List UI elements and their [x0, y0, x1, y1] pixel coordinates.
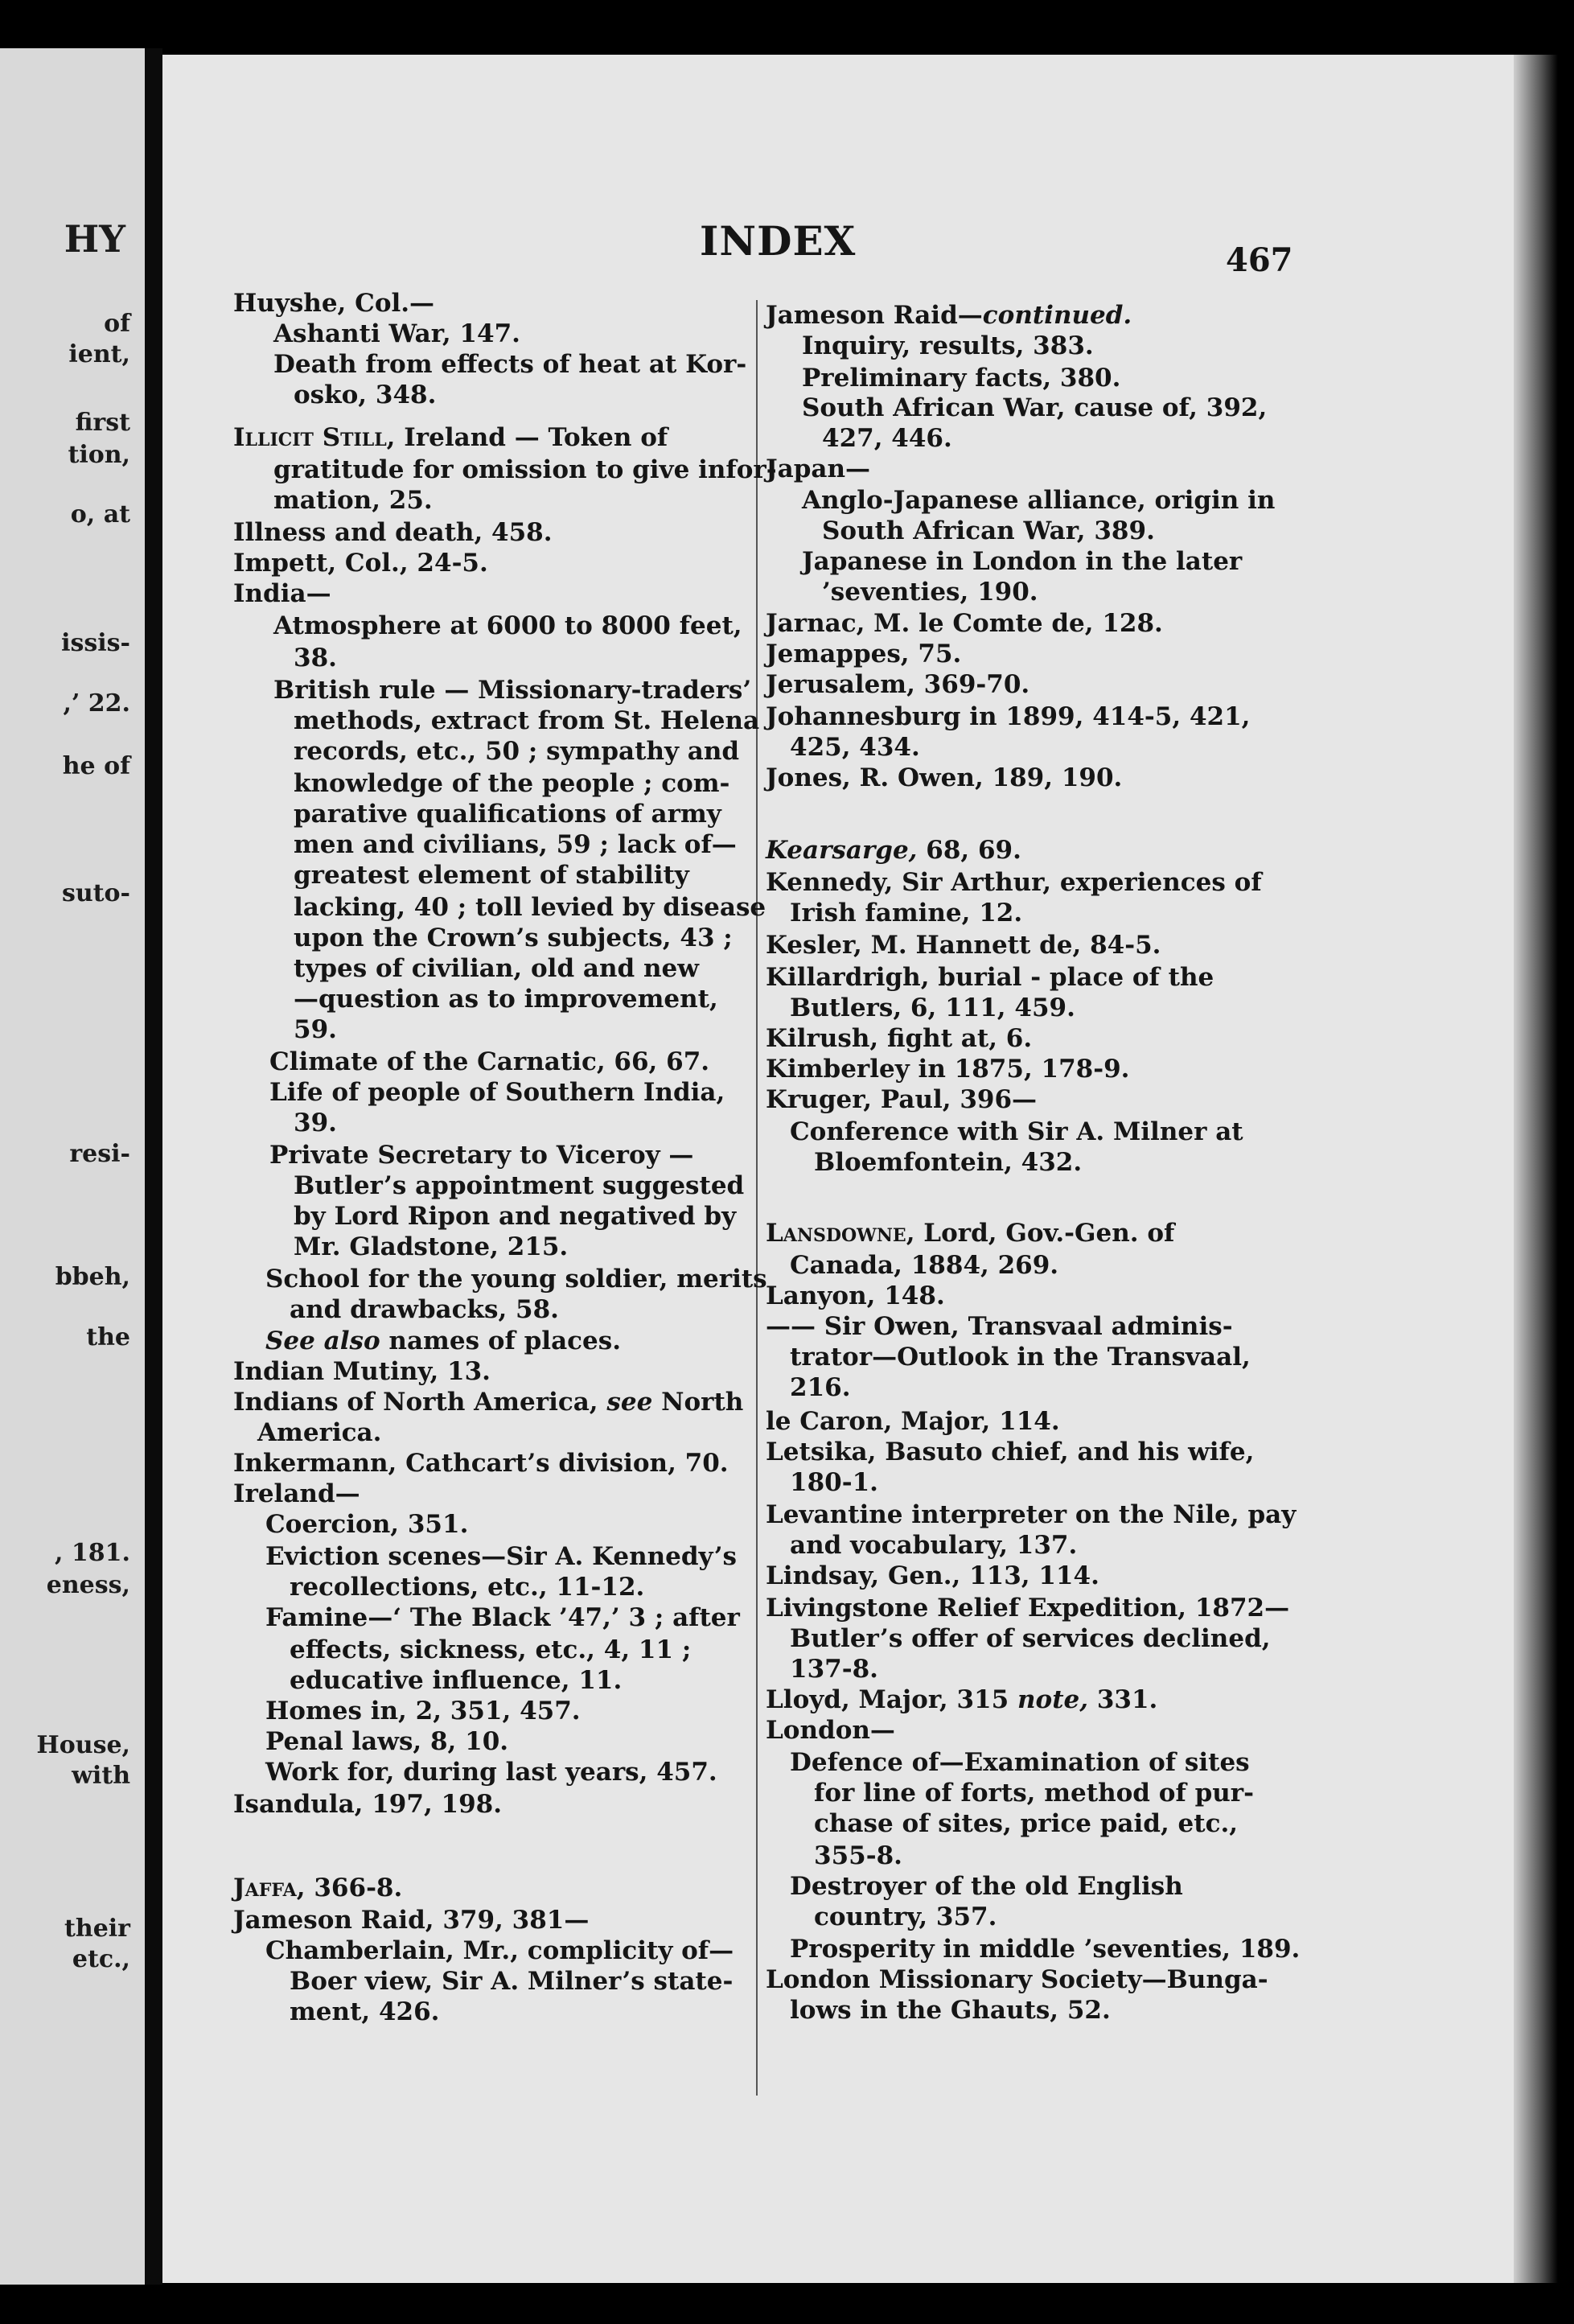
left-page-fragment: eness, [46, 1571, 130, 1599]
index-line: British rule — Missionary-traders’ [273, 676, 752, 705]
index-line: Lloyd, Major, 315 note, 331. [766, 1685, 1158, 1714]
index-line: London— [766, 1716, 895, 1745]
left-page-fragment: issis- [61, 629, 130, 657]
index-line: chase of sites, price paid, etc., [814, 1809, 1239, 1838]
index-line: Kearsarge, 68, 69. [766, 836, 1021, 865]
index-line: lows in the Ghauts, 52. [790, 1996, 1111, 2025]
index-line: —— Sir Owen, Transvaal adminis- [766, 1312, 1233, 1341]
left-page-fragment: ient, [68, 340, 130, 368]
index-headword: Lansdowne, [766, 1219, 915, 1248]
index-line: Huyshe, Col.— [233, 289, 435, 318]
index-line: greatest element of stability [294, 861, 689, 890]
index-line: Death from effects of heat at Kor- [273, 350, 747, 379]
index-line: Penal laws, 8, 10. [265, 1727, 509, 1756]
column-divider [756, 300, 758, 2096]
index-line: Jaffa, 366-8. [233, 1874, 403, 1902]
index-line: recollections, etc., 11-12. [290, 1573, 645, 1602]
index-line: Private Secretary to Viceroy — [269, 1141, 694, 1170]
index-line: Jameson Raid—continued. [766, 301, 1132, 330]
index-line: Johannesburg in 1899, 414-5, 421, [766, 702, 1251, 731]
index-line: educative influence, 11. [290, 1666, 623, 1695]
index-page [162, 55, 1514, 2283]
index-line: Homes in, 2, 351, 457. [265, 1697, 581, 1726]
index-line: Jerusalem, 369-70. [766, 670, 1030, 699]
index-line: ment, 426. [290, 1997, 440, 2026]
index-line: Coercion, 351. [265, 1510, 469, 1539]
index-line: 216. [790, 1373, 851, 1402]
index-line: Inkermann, Cathcart’s division, 70. [233, 1449, 729, 1478]
left-page-fragment: bbeh, [55, 1263, 130, 1291]
index-line: trator—Outlook in the Transvaal, [790, 1343, 1251, 1372]
left-page-fragment: HY [64, 217, 125, 261]
index-line: gratitude for omission to give infor- [273, 455, 777, 484]
index-line: osko, 348. [294, 380, 437, 409]
index-line: Lansdowne, Lord, Gov.-Gen. of [766, 1219, 1175, 1248]
index-line: methods, extract from St. Helena [294, 706, 760, 735]
index-line: Anglo-Japanese alliance, origin in [802, 486, 1276, 515]
index-line: Butler’s appointment suggested [294, 1171, 745, 1200]
index-line: Livingstone Relief Expedition, 1872— [766, 1594, 1290, 1623]
left-page-fragment: ,’ 22. [63, 689, 130, 718]
index-line: Illness and death, 458. [233, 518, 553, 547]
index-line: Eviction scenes—Sir A. Kennedy’s [265, 1542, 737, 1571]
index-line: Jones, R. Owen, 189, 190. [766, 763, 1123, 792]
index-line: Killardrigh, burial - place of the [766, 963, 1214, 992]
index-line: knowledge of the people ; com- [294, 769, 730, 798]
index-line: Lanyon, 148. [766, 1281, 945, 1310]
index-line: Famine—‘ The Black ’47,’ 3 ; after [265, 1603, 740, 1632]
index-line: Work for, during last years, 457. [265, 1758, 717, 1787]
page-number: 467 [1226, 241, 1293, 279]
index-headword: Jaffa, [233, 1874, 306, 1902]
page-title: INDEX [700, 217, 857, 265]
left-page-fragment: suto- [61, 879, 130, 907]
italic-text: Kearsarge, [766, 836, 918, 865]
index-line: Climate of the Carnatic, 66, 67. [269, 1047, 710, 1076]
index-line: by Lord Ripon and negatived by [294, 1202, 737, 1231]
index-line: Canada, 1884, 269. [790, 1251, 1059, 1280]
left-page-fragment: House, [36, 1731, 130, 1759]
index-line: Jarnac, M. le Comte de, 128. [766, 609, 1163, 638]
index-line: Kennedy, Sir Arthur, experiences of [766, 868, 1262, 897]
left-page-fragment: resi- [69, 1140, 130, 1168]
index-line: Preliminary facts, 380. [802, 364, 1121, 393]
left-page-fragment: of [104, 310, 130, 338]
index-line: Impett, Col., 24-5. [233, 549, 488, 578]
index-line: 137-8. [790, 1655, 878, 1684]
italic-text: See also [265, 1327, 380, 1355]
index-line: London Missionary Society—Bunga- [766, 1965, 1268, 1994]
left-page-fragment: etc., [72, 1945, 130, 1973]
left-page-fragment: first [75, 409, 130, 437]
italic-text: note, [1017, 1685, 1089, 1714]
index-line: Butlers, 6, 111, 459. [790, 993, 1075, 1022]
index-line: 39. [294, 1109, 337, 1137]
italic-text: see [606, 1388, 653, 1417]
index-line: records, etc., 50 ; sympathy and [294, 737, 740, 766]
index-line: for line of forts, method of pur- [814, 1779, 1254, 1808]
index-line: School for the young soldier, merits [265, 1265, 767, 1294]
book-spine [145, 48, 162, 2285]
index-line: Irish famine, 12. [790, 899, 1023, 928]
index-line: Destroyer of the old English [790, 1872, 1183, 1901]
index-line: ’seventies, 190. [822, 578, 1038, 607]
index-line: 425, 434. [790, 733, 920, 762]
index-line: Kesler, M. Hannett de, 84-5. [766, 931, 1161, 960]
index-line: Conference with Sir A. Milner at [790, 1117, 1243, 1146]
left-page-fragment: , 181. [55, 1539, 130, 1567]
index-line: country, 357. [814, 1902, 997, 1931]
index-line: Levantine interpreter on the Nile, pay [766, 1500, 1297, 1529]
index-line: 38. [294, 644, 337, 673]
index-line: Indians of North America, see North [233, 1388, 744, 1417]
index-line: mation, 25. [273, 486, 433, 515]
index-line: America. [257, 1418, 382, 1447]
index-line: 355-8. [814, 1841, 902, 1870]
index-line: le Caron, Major, 114. [766, 1407, 1060, 1436]
index-line: Letsika, Basuto chief, and his wife, [766, 1438, 1255, 1466]
index-line: See also names of places. [265, 1327, 621, 1355]
index-line: Mr. Gladstone, 215. [294, 1232, 569, 1261]
index-line: 180-1. [790, 1468, 878, 1497]
index-line: parative qualifications of army [294, 800, 721, 829]
index-line: Isandula, 197, 198. [233, 1790, 503, 1819]
index-line: lacking, 40 ; toll levied by disease [294, 893, 766, 922]
index-line: Life of people of Southern India, [269, 1078, 725, 1107]
index-line: Kruger, Paul, 396— [766, 1085, 1038, 1114]
index-line: Bloemfontein, 432. [814, 1148, 1083, 1177]
left-page-fragment: their [64, 1915, 130, 1943]
index-line: Ireland— [233, 1479, 360, 1508]
index-line: Illicit Still, Ireland — Token of [233, 423, 668, 452]
italic-text: continued. [982, 301, 1132, 330]
index-line: and drawbacks, 58. [290, 1295, 559, 1324]
index-line: Jemappes, 75. [766, 640, 962, 668]
left-page-fragment: with [72, 1762, 130, 1790]
index-line: Lindsay, Gen., 113, 114. [766, 1561, 1099, 1590]
index-line: upon the Crown’s subjects, 43 ; [294, 923, 733, 952]
index-headword: Illicit Still, [233, 423, 396, 452]
index-line: Jameson Raid, 379, 381— [233, 1906, 590, 1935]
index-line: Defence of—Examination of sites [790, 1748, 1250, 1777]
left-page-fragment: o, at [70, 500, 130, 529]
index-line: men and civilians, 59 ; lack of— [294, 830, 737, 859]
index-line: Atmosphere at 6000 to 8000 feet, [273, 611, 742, 640]
left-page-fragment: the [86, 1323, 130, 1351]
index-line: Butler’s offer of services declined, [790, 1624, 1271, 1653]
index-line: effects, sickness, etc., 4, 11 ; [290, 1635, 692, 1664]
index-line: Ashanti War, 147. [273, 319, 520, 348]
index-line: South African War, cause of, 392, [802, 393, 1268, 422]
index-line: India— [233, 579, 331, 608]
index-line: Indian Mutiny, 13. [233, 1357, 491, 1386]
index-line: —question as to improvement, [294, 985, 718, 1014]
index-line: Inquiry, results, 383. [802, 331, 1094, 360]
index-line: types of civilian, old and new [294, 954, 699, 983]
index-line: South African War, 389. [822, 516, 1155, 545]
index-line: 427, 446. [822, 424, 952, 453]
index-line: Chamberlain, Mr., complicity of— [265, 1936, 734, 1965]
index-line: Japanese in London in the later [802, 547, 1243, 576]
index-line: Prosperity in middle ’seventies, 189. [790, 1935, 1301, 1964]
left-page-fragment: he of [62, 752, 130, 780]
index-line: Boer view, Sir A. Milner’s state- [290, 1967, 734, 1996]
index-line: Kimberley in 1875, 178-9. [766, 1055, 1130, 1084]
index-line: 59. [294, 1015, 337, 1044]
index-line: Kilrush, fight at, 6. [766, 1024, 1033, 1053]
left-page-fragment: tion, [68, 441, 130, 469]
index-line: Japan— [766, 455, 871, 483]
index-line: and vocabulary, 137. [790, 1531, 1078, 1560]
left-facing-page [0, 48, 145, 2285]
